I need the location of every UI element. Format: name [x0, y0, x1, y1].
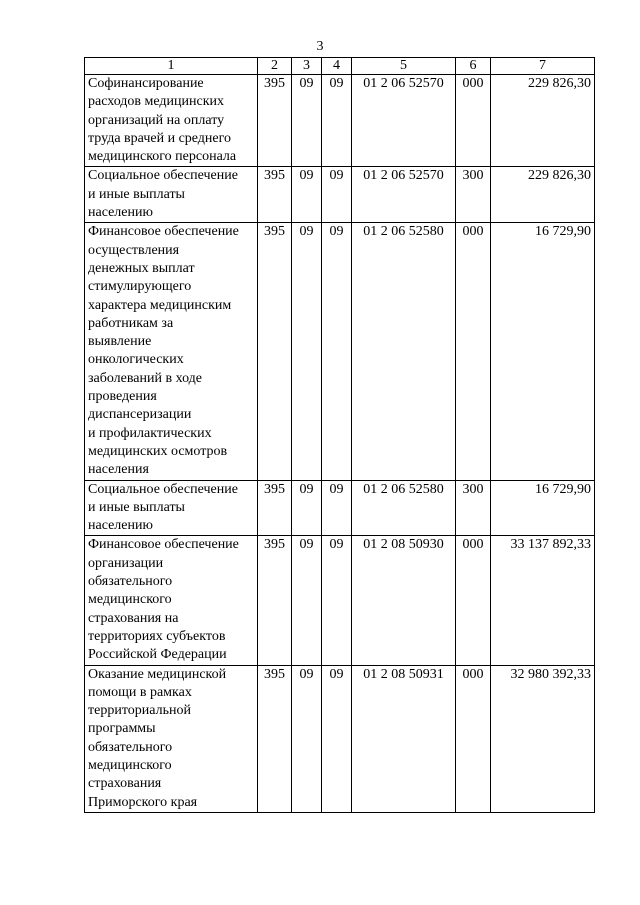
expense-type-code: 300: [456, 480, 491, 536]
admin-code: 395: [258, 536, 292, 665]
row-name-line: Приморского края: [88, 794, 198, 810]
header-col-1: 1: [85, 58, 258, 75]
admin-code: 395: [258, 223, 292, 480]
row-name-line: населения: [88, 462, 149, 478]
row-name: [85, 536, 258, 665]
row-name-line: организации: [88, 555, 164, 571]
row-name-line: проведения: [88, 389, 157, 405]
admin-code: 395: [258, 665, 292, 812]
table-row: [85, 167, 595, 223]
expense-type-code: 000: [456, 223, 491, 480]
row-name: [85, 665, 258, 812]
header-col-4: 4: [322, 58, 352, 75]
amount: 33 137 892,33: [491, 536, 595, 665]
row-name-line: расходов медицинских: [88, 94, 225, 110]
row-name-line: территориальной: [88, 703, 191, 719]
row-name-line: обязательного: [88, 739, 173, 755]
row-name-line: Софинансирование: [88, 76, 204, 91]
row-name-line: диспансеризации: [88, 407, 192, 423]
row-name-line: и иные выплаты: [88, 499, 185, 515]
row-name-line: денежных выплат: [88, 260, 195, 276]
expense-type-code: 300: [456, 167, 491, 223]
target-article-code: 01 2 06 52570: [352, 75, 456, 167]
subsection-code: 09: [322, 480, 352, 536]
amount: 229 826,30: [491, 167, 595, 223]
row-name: [85, 75, 258, 167]
row-name-line: Социальное обеспечение: [88, 168, 238, 184]
row-name-line: медицинского: [88, 592, 172, 608]
row-name-line: выявление: [88, 334, 152, 350]
row-name-line: и профилактических: [88, 425, 212, 441]
target-article-code: 01 2 08 50931: [352, 665, 456, 812]
table-row: [85, 223, 595, 480]
row-name-line: программы: [88, 721, 156, 737]
amount: 32 980 392,33: [491, 665, 595, 812]
subsection-code: 09: [322, 75, 352, 167]
row-name: [85, 167, 258, 223]
row-name-line: медицинского: [88, 757, 172, 773]
table-row: [85, 75, 595, 167]
expense-type-code: 000: [456, 75, 491, 167]
amount: 229 826,30: [491, 75, 595, 167]
row-name-line: труда врачей и среднего: [88, 130, 232, 146]
expense-type-code: 000: [456, 665, 491, 812]
table-row: [85, 480, 595, 536]
header-col-3: 3: [292, 58, 322, 75]
row-name-line: страхования на: [88, 610, 179, 626]
row-name-line: работникам за: [88, 315, 174, 331]
header-col-6: 6: [456, 58, 491, 75]
budget-table: [84, 57, 595, 813]
row-name-line: Социальное обеспечение: [88, 481, 238, 497]
table-row: [85, 665, 595, 812]
target-article-code: 01 2 06 52580: [352, 223, 456, 480]
subsection-code: 09: [322, 536, 352, 665]
row-name-line: Финансовое обеспечение: [88, 537, 239, 553]
subsection-code: 09: [322, 665, 352, 812]
admin-code: 395: [258, 480, 292, 536]
row-name-line: помощи в рамках: [88, 684, 192, 700]
subsection-code: 09: [322, 223, 352, 480]
row-name-line: характера медицинским: [88, 297, 232, 313]
header-row: [85, 58, 595, 75]
row-name-line: организаций на оплату: [88, 112, 225, 128]
row-name: [85, 223, 258, 480]
row-name-line: медицинского персонала: [88, 149, 237, 165]
section-code: 09: [292, 75, 322, 167]
section-code: 09: [292, 665, 322, 812]
row-name-line: онкологических: [88, 352, 184, 368]
row-name: [85, 480, 258, 536]
subsection-code: 09: [322, 167, 352, 223]
row-name-line: населению: [88, 518, 153, 534]
row-name-line: населению: [88, 205, 153, 221]
header-col-7: 7: [491, 58, 595, 75]
page-number: 3: [316, 39, 324, 54]
target-article-code: 01 2 08 50930: [352, 536, 456, 665]
header-col-2: 2: [258, 58, 292, 75]
row-name-line: осуществления: [88, 242, 180, 258]
amount: 16 729,90: [491, 480, 595, 536]
row-name-line: медицинских осмотров: [88, 443, 228, 459]
row-name-line: страхования: [88, 776, 162, 792]
target-article-code: 01 2 06 52580: [352, 480, 456, 536]
header-col-5: 5: [352, 58, 456, 75]
row-name-line: стимулирующего: [88, 279, 192, 295]
row-name-line: Российской Федерации: [88, 647, 227, 663]
row-name-line: Оказание медицинской: [88, 666, 227, 682]
section-code: 09: [292, 480, 322, 536]
table-row: [85, 536, 595, 665]
row-name-line: заболеваний в ходе: [88, 370, 203, 386]
row-name-line: и иные выплаты: [88, 186, 185, 202]
row-name-line: обязательного: [88, 574, 173, 590]
section-code: 09: [292, 167, 322, 223]
amount: 16 729,90: [491, 223, 595, 480]
target-article-code: 01 2 06 52570: [352, 167, 456, 223]
section-code: 09: [292, 223, 322, 480]
section-code: 09: [292, 536, 322, 665]
expense-type-code: 000: [456, 536, 491, 665]
admin-code: 395: [258, 75, 292, 167]
admin-code: 395: [258, 167, 292, 223]
row-name-line: территориях субъектов: [88, 628, 226, 644]
row-name-line: Финансовое обеспечение: [88, 224, 239, 240]
